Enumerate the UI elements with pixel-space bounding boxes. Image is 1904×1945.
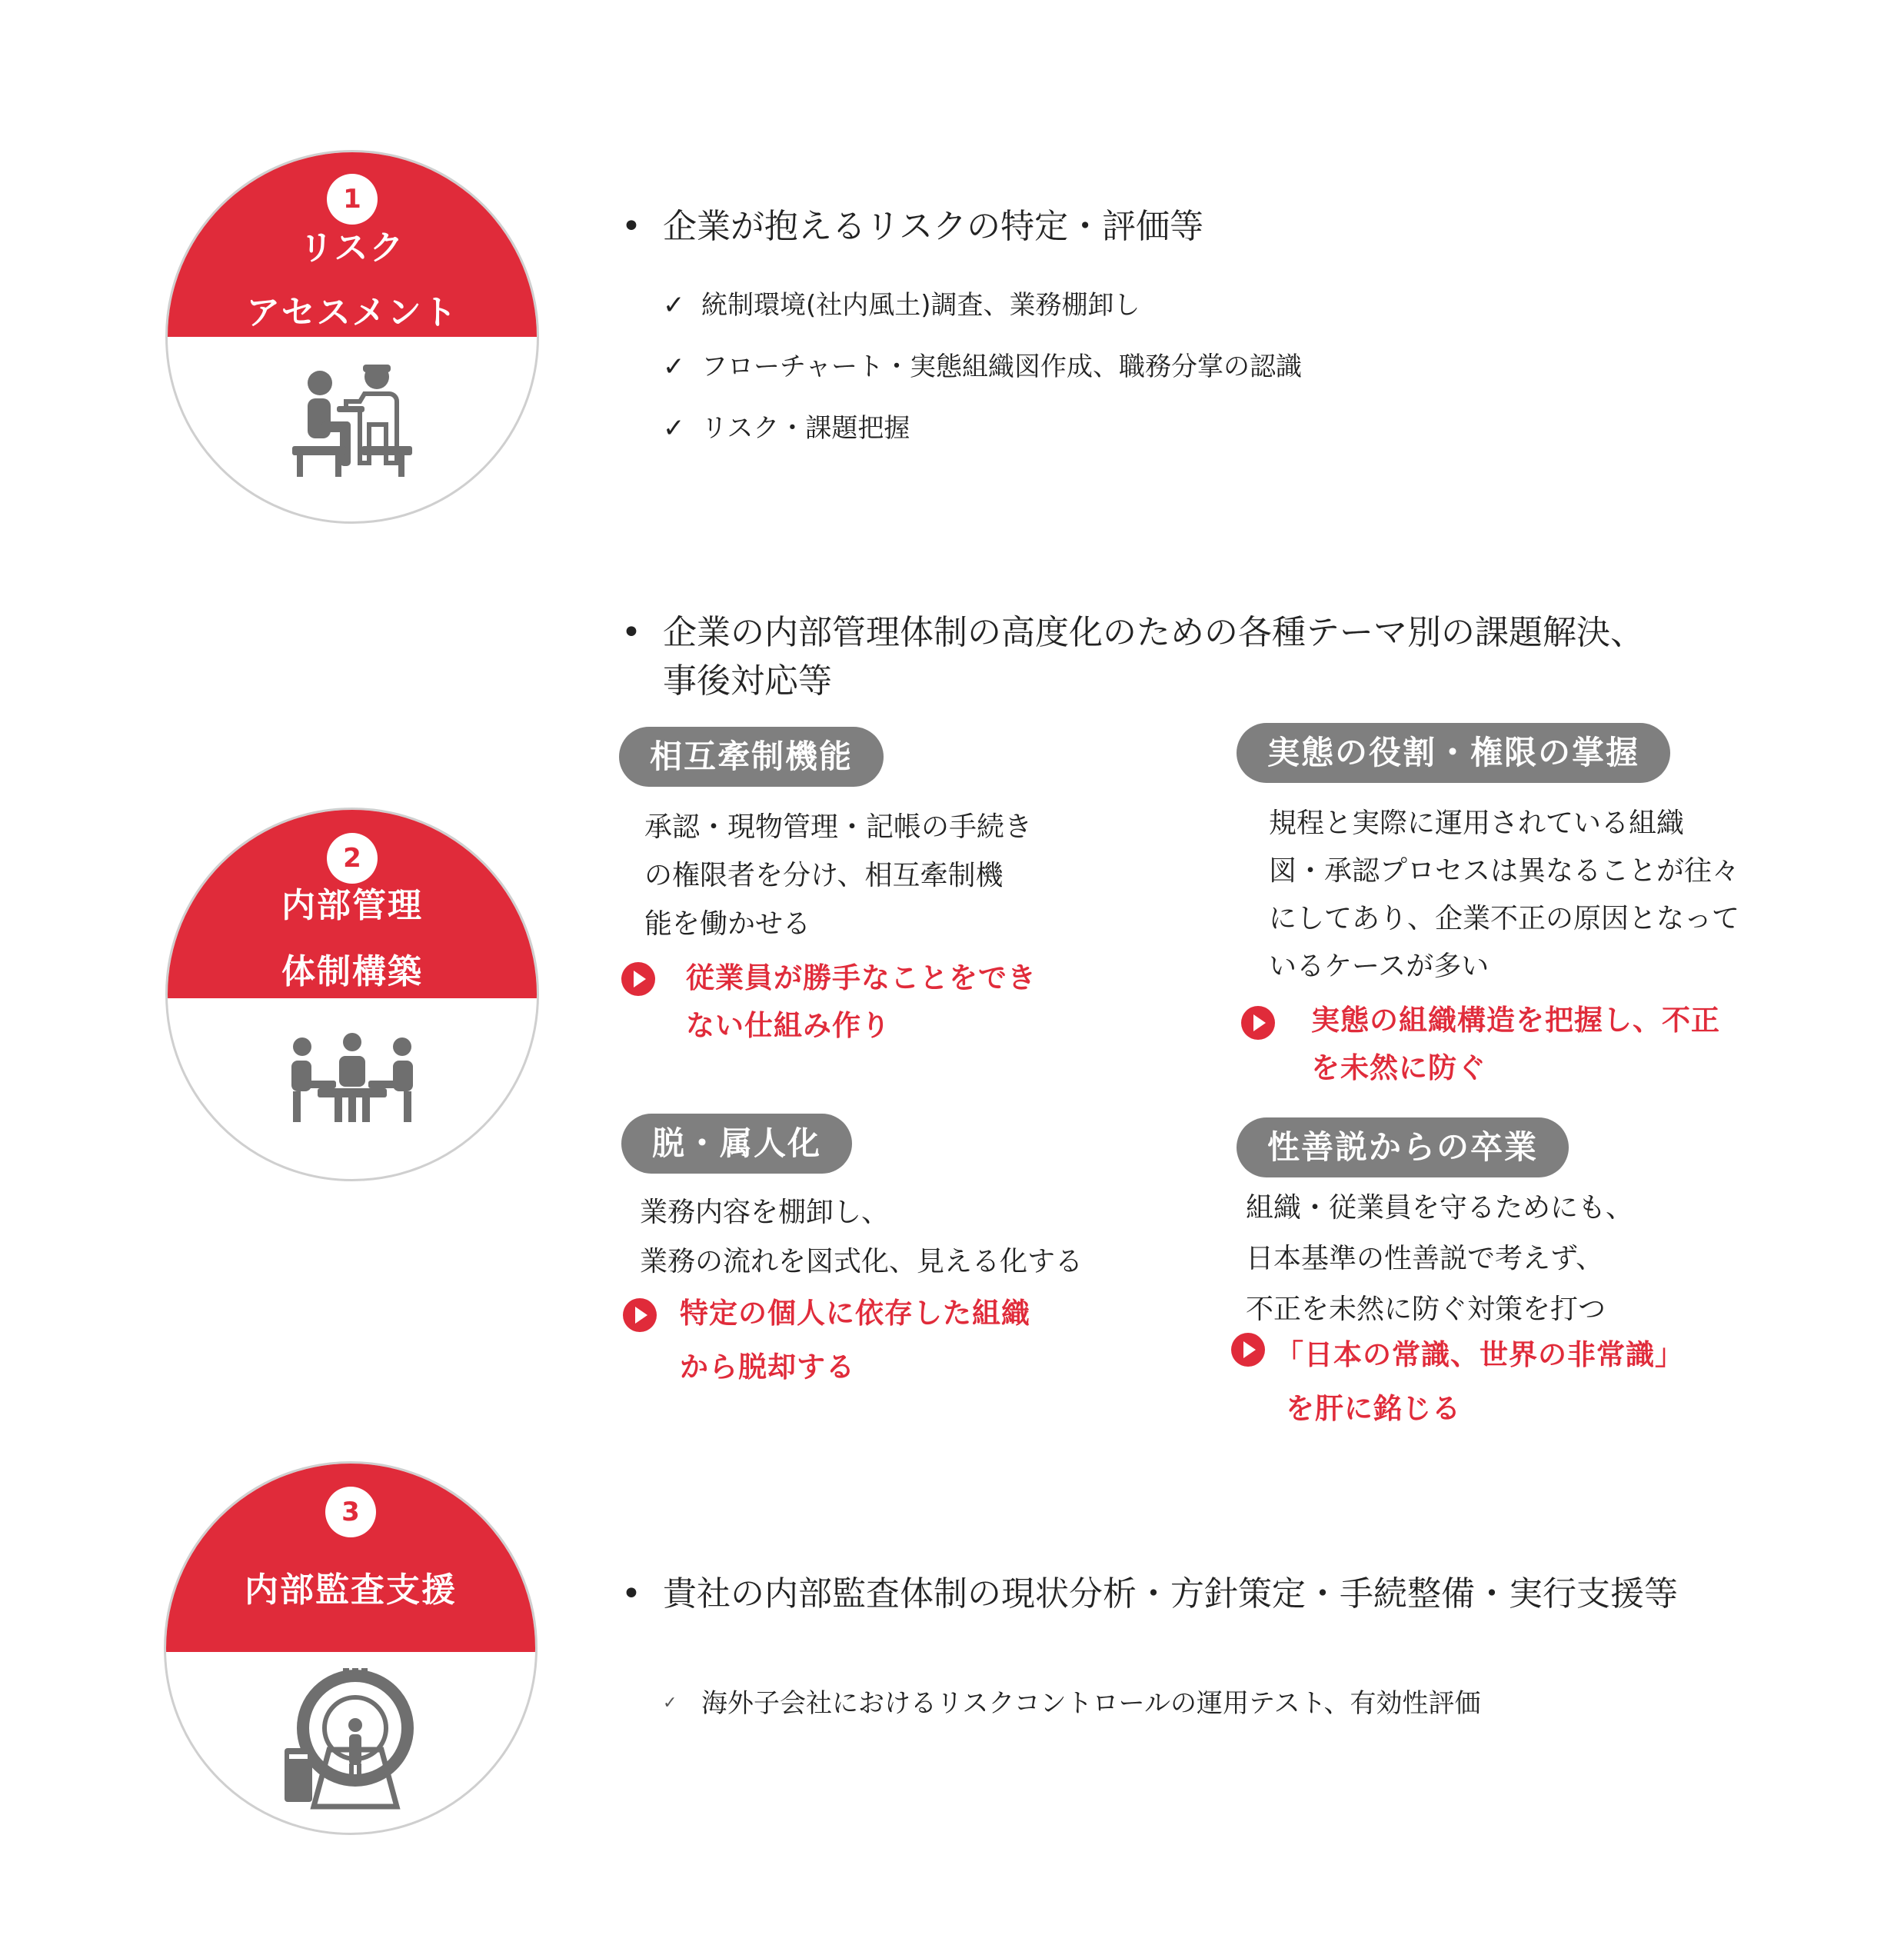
topic-2-body-4: いるケースが多い [1269,951,1490,982]
play-icon [621,962,655,996]
topic-3-result-2: から脱却する [680,1351,855,1384]
section-2-title-line-2: 体制構築 [281,952,423,991]
topic-1-result-1: 従業員が勝手なことをでき [686,961,1037,994]
section-3-number: 3 [325,1487,376,1537]
section-1-number: 1 [327,174,378,225]
topic-4-label: 性善説からの卒業 [1237,1117,1569,1177]
section-3-circle [164,1461,538,1835]
topic-4-result-1: 「日本の常識、世界の非常識」 [1275,1338,1684,1371]
doctor-patient-icon [291,360,414,483]
topic-2-result-1: 実態の組織構造を把握し、不正 [1311,1004,1720,1037]
section-3-title: 内部監査支援 [245,1570,457,1610]
topic-2-body-2: 図・承認プロセスは異なることが往々 [1269,855,1740,887]
section-1-circle [165,150,539,524]
topic-4-body-2: 日本基準の性善説で考えず、 [1246,1243,1604,1274]
check-icon: ✓ [663,413,685,444]
topic-1-result-2: ない仕組み作り [686,1009,890,1042]
topic-2-result-2: を未然に防ぐ [1311,1051,1486,1084]
bullet-marker: • [621,613,641,652]
topic-3-label: 脱・属人化 [621,1114,852,1174]
check-icon: ✓ [663,290,685,321]
bullet-marker: • [621,207,641,246]
section-1-title-line-1: リスク [299,228,405,268]
topic-1-body-3: 能を働かせる [644,908,811,940]
topic-4-body-3: 不正を未然に防ぐ対策を打つ [1246,1294,1606,1325]
topic-4-result-2: を肝に銘じる [1286,1392,1461,1425]
topic-2-body-3: にしてあり、企業不正の原因となって [1269,903,1740,934]
topic-1-body-1: 承認・現物管理・記帳の手続き [644,811,1033,843]
section-3-bullet-text: 貴社の内部監査体制の現状分析・方針策定・手続整備・実行支援等 [663,1574,1678,1614]
play-icon [1231,1333,1265,1367]
topic-1-body-2: の権限者を分け、相互牽制機 [644,860,1004,891]
section-2-bullet-line-2: 事後対応等 [663,661,832,701]
topic-3-result-1: 特定の個人に依存した組織 [680,1297,1030,1330]
meeting-table-icon [287,1033,418,1125]
section-1-title-line-2: アセスメント [246,293,458,332]
topic-1-label: 相互牽制機能 [619,727,884,787]
play-icon [623,1298,657,1332]
mri-scanner-icon [281,1664,420,1810]
play-icon [1241,1006,1275,1040]
topic-2-body-1: 規程と実際に運用されている組織 [1269,808,1685,839]
topic-3-body-2: 業務の流れを図式化、見える化する [640,1246,1083,1277]
section-1-bullet-text: 企業が抱えるリスクの特定・評価等 [663,207,1204,246]
bullet-marker: • [621,1574,641,1614]
topic-2-label: 実態の役割・権限の掌握 [1237,723,1670,783]
section-2-bullet-line-1: 企業の内部管理体制の高度化のための各種テーマ別の課題解決、 [663,613,1644,652]
check-icon: ✓ [663,351,685,382]
topic-4-body-1: 組織・従業員を守るためにも、 [1246,1192,1634,1224]
topic-3-body-1: 業務内容を棚卸し、 [640,1197,890,1228]
section-2-title-line-1: 内部管理 [281,886,423,925]
check-icon: ✓ [663,1694,677,1713]
section-2-circle [165,808,539,1181]
section-2-number: 2 [327,833,378,884]
